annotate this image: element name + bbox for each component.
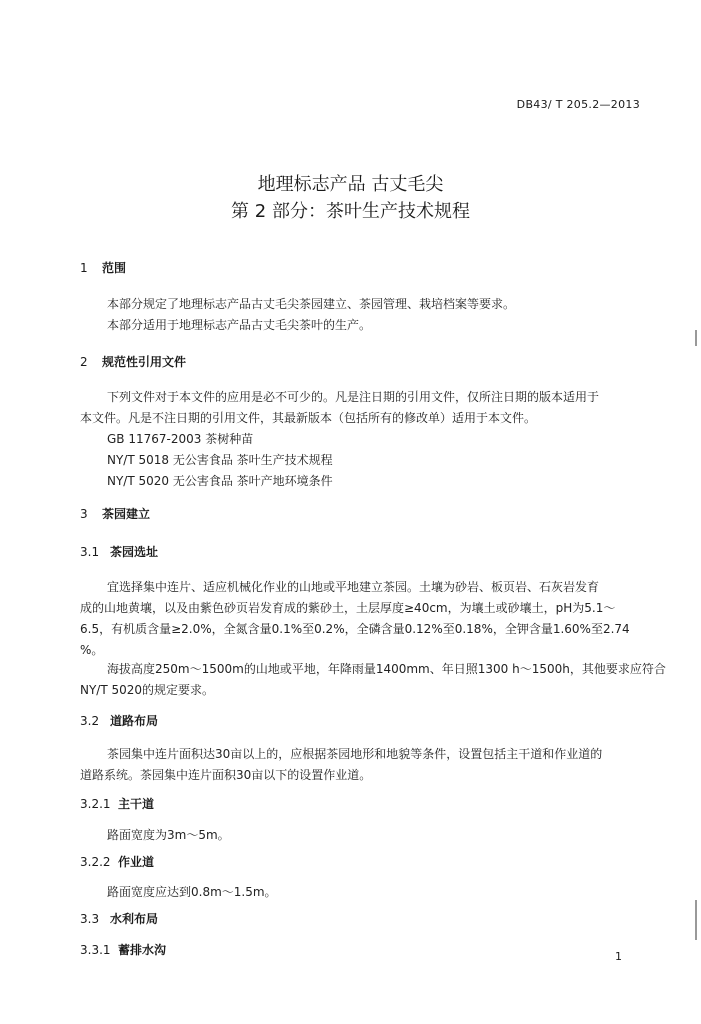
paragraph: 本部分适用于地理标志产品古丈毛尖茶叶的生产。	[107, 318, 372, 332]
section-heading-3-2-1	[80, 795, 154, 812]
scan-mark	[695, 330, 697, 346]
section-number: 3.3.1	[80, 943, 111, 957]
paragraph: %。	[80, 643, 104, 657]
reference-item: GB 11767-2003 茶树种苗	[107, 432, 254, 446]
section-title: 规范性引用文件	[102, 355, 187, 369]
section-number: 1	[80, 261, 88, 275]
paragraph: 宜选择集中连片、适应机械化作业的山地或平地建立茶园。土壤为砂岩、板页岩、石灰岩发育	[107, 580, 600, 594]
section-title: 水利布局	[110, 912, 159, 926]
section-number: 3.1	[80, 545, 100, 559]
paragraph: 路面宽度为3m～5m。	[107, 828, 230, 842]
section-title: 范围	[102, 261, 127, 275]
section-number: 2	[80, 355, 88, 369]
section-number: 3.2	[80, 714, 100, 728]
section-title: 蓄排水沟	[118, 943, 167, 957]
paragraph: 海拔高度250m～1500m的山地或平地，年降雨量1400mm、年日照1300 h～1500h，其他要求应符合	[107, 662, 666, 676]
section-title: 主干道	[118, 797, 155, 811]
section-title: 道路布局	[110, 714, 159, 728]
paragraph: 本部分规定了地理标志产品古丈毛尖茶园建立、茶园管理、栽培档案等要求。	[107, 297, 516, 311]
paragraph: 成的山地黄壤，以及由紫色砂页岩发育成的紫砂土，土层厚度≥40cm，为壤土或砂壤土，pH为5.1～	[80, 601, 616, 615]
section-title: 茶园选址	[110, 545, 159, 559]
section-title: 作业道	[118, 855, 155, 869]
document-subtitle: 第 2 部分：茶叶生产技术规程	[231, 201, 470, 222]
paragraph: NY/T 5020的规定要求。	[80, 683, 215, 697]
section-heading-3-3-1	[80, 941, 166, 958]
section-number: 3.2.2	[80, 855, 111, 869]
scan-mark	[695, 900, 697, 940]
standard-code: DB43/ T 205.2—2013	[516, 98, 640, 111]
reference-item: NY/T 5020 无公害食品 茶叶产地环境条件	[107, 474, 333, 488]
section-number: 3	[80, 507, 88, 521]
paragraph: 6.5，有机质含量≥2.0%，全氮含量0.1%至0.2%，全磷含量0.12%至0.18%，全钾含量1.60%至2.74	[80, 622, 630, 636]
page-number: 1	[615, 950, 622, 963]
paragraph: 本文件。凡是不注日期的引用文件，其最新版本（包括所有的修改单）适用于本文件。	[80, 411, 537, 425]
section-number: 3.3	[80, 912, 100, 926]
section-heading-3	[80, 505, 150, 522]
reference-item: NY/T 5018 无公害食品 茶叶生产技术规程	[107, 453, 333, 467]
section-title: 茶园建立	[102, 507, 151, 521]
section-heading-3-3	[80, 910, 158, 927]
section-heading-2	[80, 353, 186, 370]
section-heading-3-2	[80, 712, 158, 729]
document-title: 地理标志产品 古丈毛尖	[257, 174, 444, 195]
section-number: 3.2.1	[80, 797, 111, 811]
paragraph: 道路系统。茶园集中连片面积30亩以下的设置作业道。	[80, 768, 372, 782]
section-heading-1	[80, 259, 126, 276]
paragraph: 茶园集中连片面积达30亩以上的，应根据茶园地形和地貌等条件，设置包括主干道和作业道的	[107, 747, 603, 761]
section-heading-3-1	[80, 543, 158, 560]
paragraph: 下列文件对于本文件的应用是必不可少的。凡是注日期的引用文件，仅所注日期的版本适用于	[107, 390, 600, 404]
section-heading-3-2-2	[80, 853, 154, 870]
paragraph: 路面宽度应达到0.8m～1.5m。	[107, 885, 277, 899]
